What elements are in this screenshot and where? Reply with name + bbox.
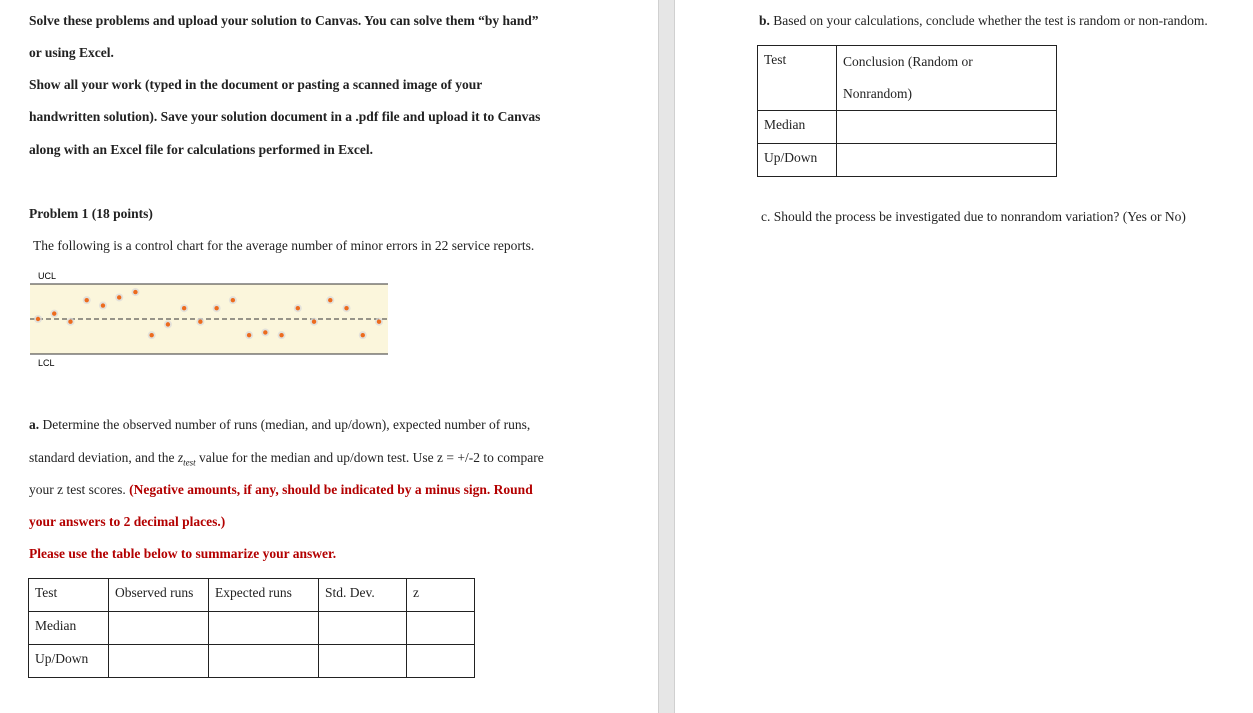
problem-title: Problem 1 (18 points) bbox=[29, 206, 153, 221]
data-point bbox=[85, 298, 89, 302]
median-conclusion-cell[interactable] bbox=[837, 111, 1057, 144]
data-point bbox=[296, 306, 300, 310]
updown-expected-cell[interactable] bbox=[209, 645, 319, 678]
ucl-label: UCL bbox=[38, 271, 57, 281]
data-point bbox=[361, 333, 365, 337]
header-z: z bbox=[407, 579, 475, 612]
data-point bbox=[377, 319, 381, 323]
data-point bbox=[198, 319, 202, 323]
intro-line-4: handwritten solution). Save your solution document in a .pdf file and upload it to Canvas bbox=[29, 109, 541, 124]
data-point bbox=[214, 306, 218, 310]
part-a-line-2: standard deviation, and the $z_{test}$ value for the median and up/down test. Use z = +/-2 to compare bbox=[29, 450, 544, 468]
data-point bbox=[182, 306, 186, 310]
data-point bbox=[328, 298, 332, 302]
intro-line-1: Solve these problems and upload your solution to Canvas. You can solve them “by hand” bbox=[29, 13, 539, 28]
data-point bbox=[247, 333, 251, 337]
lcl-label: LCL bbox=[38, 358, 55, 368]
header-expected-runs: Expected runs bbox=[209, 579, 319, 612]
row-label-median: Median bbox=[29, 612, 109, 645]
intro-line-5: along with an Excel file for calculations performed in Excel. bbox=[29, 142, 373, 157]
data-point bbox=[344, 306, 348, 310]
data-point bbox=[52, 311, 56, 315]
median-observed-cell[interactable] bbox=[109, 612, 209, 645]
median-expected-cell[interactable] bbox=[209, 612, 319, 645]
data-point bbox=[68, 319, 72, 323]
part-a-line-4: your answers to 2 decimal places.) bbox=[29, 514, 226, 529]
intro-line-3: Show all your work (typed in the document or pasting a scanned image of your bbox=[29, 77, 483, 92]
part-a-line-1: a. Determine the observed number of runs (median, and up/down), expected number of runs, bbox=[29, 417, 531, 432]
part-c-text: c. Should the process be investigated due to nonrandom variation? (Yes or No) bbox=[761, 209, 1186, 224]
header-test: Test bbox=[29, 579, 109, 612]
data-point bbox=[117, 295, 121, 299]
page-gutter bbox=[658, 0, 675, 713]
updown-observed-cell[interactable] bbox=[109, 645, 209, 678]
row-label-median-b: Median bbox=[758, 111, 837, 144]
right-page bbox=[675, 0, 1253, 713]
answer-table-b bbox=[757, 45, 1057, 177]
data-point bbox=[279, 333, 283, 337]
part-a-summary: Please use the table below to summarize your answer. bbox=[29, 546, 337, 561]
updown-conclusion-cell[interactable] bbox=[837, 144, 1057, 177]
data-point bbox=[101, 303, 105, 307]
data-point bbox=[231, 298, 235, 302]
header-conclusion: Conclusion (Random or Nonrandom) bbox=[837, 46, 1057, 111]
data-point bbox=[149, 333, 153, 337]
intro-line-2: or using Excel. bbox=[29, 45, 114, 60]
control-chart bbox=[30, 266, 392, 370]
answer-table-a bbox=[28, 578, 475, 678]
part-a-line-3: your z test scores. (Negative amounts, if any, should be indicated by a minus sign. Round bbox=[29, 482, 533, 497]
row-label-updown-b: Up/Down bbox=[758, 144, 837, 177]
header-test-b: Test bbox=[758, 46, 837, 111]
data-point bbox=[263, 330, 267, 334]
data-point bbox=[166, 322, 170, 326]
problem-description: The following is a control chart for the average number of minor errors in 22 service reports. bbox=[33, 238, 535, 253]
updown-stddev-cell[interactable] bbox=[319, 645, 407, 678]
median-z-cell[interactable] bbox=[407, 612, 475, 645]
data-point bbox=[36, 317, 40, 321]
row-label-updown: Up/Down bbox=[29, 645, 109, 678]
data-point bbox=[133, 290, 137, 294]
part-b-text: b. Based on your calculations, conclude whether the test is random or non-random. bbox=[759, 13, 1208, 28]
data-point bbox=[312, 319, 316, 323]
median-stddev-cell[interactable] bbox=[319, 612, 407, 645]
header-std-dev: Std. Dev. bbox=[319, 579, 407, 612]
updown-z-cell[interactable] bbox=[407, 645, 475, 678]
header-observed-runs: Observed runs bbox=[109, 579, 209, 612]
